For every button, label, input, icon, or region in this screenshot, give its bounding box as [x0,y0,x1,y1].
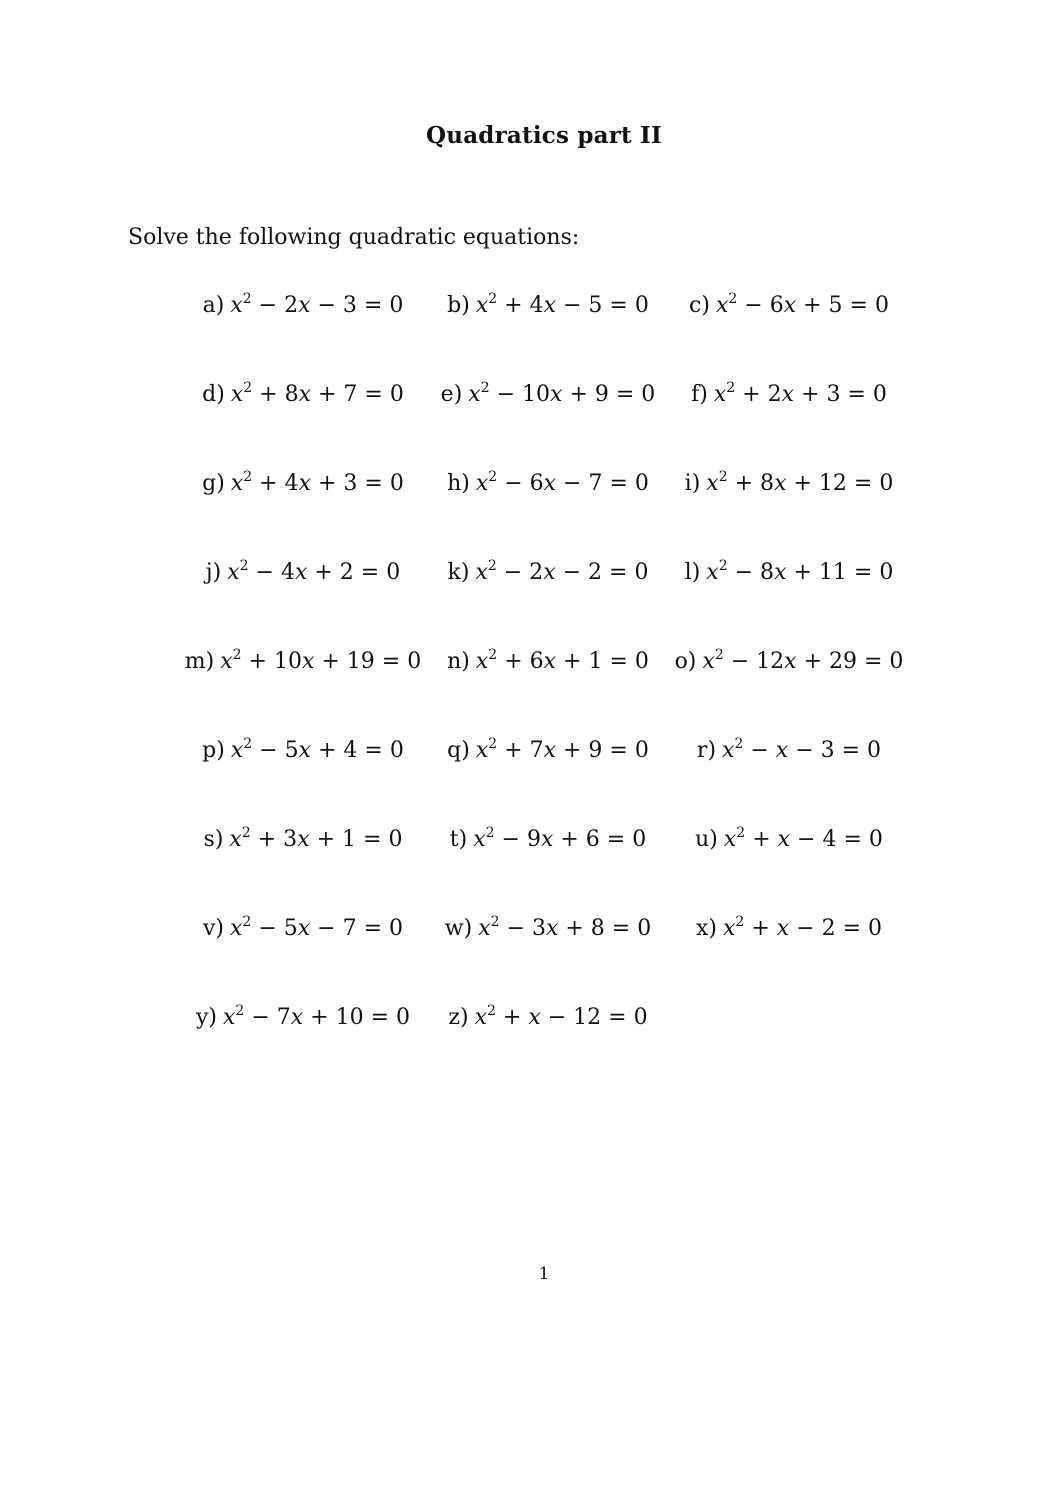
equation-label: w) [444,916,473,941]
linear-coefficient: − 2 [496,560,544,585]
equation-item [178,998,428,1038]
equation-expression [706,560,893,585]
exponent: 2 [490,914,500,930]
variable-x: x [543,560,556,585]
equation-label: r) [696,738,717,763]
equation-row [0,731,1058,771]
constant-and-rhs: − 3 = 0 [310,293,404,318]
linear-coefficient: − 10 [489,382,551,407]
equation-expression [476,738,649,763]
variable-x: x [722,738,735,763]
variable-x: x [230,738,244,763]
equation-label: x) [695,916,717,941]
linear-coefficient: + 10 [241,649,302,674]
equation-expression [723,916,882,941]
linear-coefficient: − 12 [723,649,785,674]
equation-row [0,642,1058,682]
equation-label: c) [689,293,710,318]
equation-item [664,909,914,949]
variable-x: x [775,738,789,763]
linear-coefficient: − 5 [252,738,299,763]
equation-item [423,998,673,1038]
variable-x: x [227,560,240,585]
exponent: 2 [480,380,490,396]
variable-x: x [475,649,489,674]
equation-item [664,553,914,593]
linear-coefficient: + [495,1005,529,1030]
equation-item [664,375,914,415]
page-title: Quadratics part II [426,122,662,149]
exponent: 2 [243,736,253,752]
equation-expression [473,827,646,852]
equation-label: m) [184,649,215,674]
exponent: 2 [243,380,253,396]
variable-x: x [783,293,797,318]
variable-x: x [543,471,557,496]
exponent: 2 [488,647,498,663]
constant-and-rhs: + 3 = 0 [794,382,887,407]
equation-item [423,820,673,860]
constant-and-rhs: − 7 = 0 [310,916,404,941]
instruction-text: Solve the following quadratic equations: [128,225,580,250]
variable-x: x [298,471,311,496]
constant-and-rhs: + 11 = 0 [786,560,894,585]
linear-coefficient: − 6 [497,471,544,496]
linear-coefficient: − 4 [248,560,295,585]
equation-row [0,464,1058,504]
variable-x: x [545,916,559,941]
equation-row [0,553,1058,593]
equation-item [423,286,673,326]
exponent: 2 [714,647,724,663]
exponent: 2 [734,736,744,752]
exponent: 2 [232,647,242,663]
constant-and-rhs: − 7 = 0 [556,471,649,496]
constant-and-rhs: + 19 = 0 [314,649,422,674]
variable-x: x [475,738,489,763]
equation-label: n) [447,649,470,674]
variable-x: x [543,293,556,318]
equation-expression [231,471,404,496]
exponent: 2 [488,736,498,752]
equation-label: f) [691,382,708,407]
equation-label: a) [202,293,225,318]
equation-label: v) [202,916,224,941]
equation-expression [706,471,893,496]
variable-x: x [297,916,311,941]
constant-and-rhs: + 7 = 0 [311,382,404,407]
exponent: 2 [736,825,746,841]
equation-label: e) [440,382,463,407]
variable-x: x [777,827,791,852]
linear-coefficient: − 9 [494,827,541,852]
equation-item [423,909,673,949]
variable-x: x [229,827,242,852]
linear-coefficient: + [744,916,777,941]
equation-expression [475,1005,648,1030]
variable-x: x [722,916,736,941]
equation-item [664,286,914,326]
equation-item [664,820,914,860]
variable-x: x [473,827,486,852]
variable-x: x [475,560,488,585]
equation-label: d) [202,382,225,407]
equation-label: p) [202,738,225,763]
equation-expression [475,560,648,585]
variable-x: x [297,827,310,852]
equation-expression [223,1005,410,1030]
linear-coefficient: + 6 [497,649,544,674]
variable-x: x [715,293,729,318]
exponent: 2 [487,558,497,574]
variable-x: x [230,293,243,318]
linear-coefficient: − 5 [251,916,298,941]
equation-expression [220,649,421,674]
variable-x: x [550,382,563,407]
equation-item [423,642,673,682]
constant-and-rhs: + 6 = 0 [553,827,647,852]
variable-x: x [543,738,556,763]
equation-label: g) [202,471,225,496]
exponent: 2 [241,825,251,841]
equation-expression [722,738,881,763]
equation-label: l) [684,560,701,585]
linear-coefficient: − 8 [727,560,775,585]
exponent: 2 [485,825,495,841]
equation-expression [476,293,649,318]
linear-coefficient: − 2 [251,293,299,318]
exponent: 2 [239,558,249,574]
equation-expression [702,649,903,674]
constant-and-rhs: + 9 = 0 [556,738,649,763]
linear-coefficient: − [743,738,776,763]
linear-coefficient: + 4 [497,293,544,318]
equation-expression [227,560,400,585]
constant-and-rhs: + 8 = 0 [558,916,652,941]
variable-x: x [475,471,489,496]
variable-x: x [784,649,797,674]
constant-and-rhs: + 10 = 0 [303,1005,411,1030]
exponent: 2 [726,380,736,396]
variable-x: x [475,293,489,318]
equation-label: b) [447,293,470,318]
variable-x: x [723,827,737,852]
variable-x: x [528,1005,541,1030]
equation-label: u) [695,827,718,852]
equation-item [178,375,428,415]
variable-x: x [781,382,795,407]
equation-expression [231,738,404,763]
equation-label: o) [674,649,697,674]
variable-x: x [290,1005,304,1030]
equation-expression [724,827,883,852]
constant-and-rhs: − 5 = 0 [556,293,649,318]
equation-item [664,731,914,771]
equation-label: z) [448,1005,469,1030]
constant-and-rhs: + 1 = 0 [556,649,649,674]
equation-label: y) [195,1005,217,1030]
linear-coefficient: + [745,827,778,852]
equation-item [423,553,673,593]
variable-x: x [706,471,719,496]
constant-and-rhs: + 5 = 0 [796,293,889,318]
variable-x: x [468,382,481,407]
variable-x: x [230,382,244,407]
exponent: 2 [718,469,728,485]
equation-row [0,909,1058,949]
constant-and-rhs: + 29 = 0 [796,649,904,674]
exponent: 2 [243,469,253,485]
constant-and-rhs: + 9 = 0 [562,382,656,407]
equation-item [178,286,428,326]
variable-x: x [474,1005,487,1030]
variable-x: x [229,916,243,941]
constant-and-rhs: + 3 = 0 [311,471,404,496]
equation-row [0,375,1058,415]
equation-expression [714,382,887,407]
exponent: 2 [242,914,252,930]
exponent: 2 [487,1003,496,1019]
variable-x: x [298,738,311,763]
equation-item [178,909,428,949]
variable-x: x [230,471,244,496]
equation-label: s) [203,827,224,852]
exponent: 2 [728,291,738,307]
constant-and-rhs: + 4 = 0 [311,738,404,763]
equation-item [664,464,914,504]
variable-x: x [298,293,311,318]
equation-item [178,553,428,593]
exponent: 2 [488,469,498,485]
variable-x: x [713,382,727,407]
equation-item [178,464,428,504]
constant-and-rhs: + 1 = 0 [309,827,403,852]
linear-coefficient: − 6 [737,293,784,318]
equation-label: i) [684,471,701,496]
exponent: 2 [235,1003,245,1019]
constant-and-rhs: − 2 = 0 [789,916,883,941]
equation-expression [468,382,655,407]
equation-expression [229,827,402,852]
linear-coefficient: + 8 [252,382,299,407]
equation-row [0,820,1058,860]
variable-x: x [540,827,554,852]
equation-expression [230,293,403,318]
equation-item [423,375,673,415]
equation-item [664,642,914,682]
variable-x: x [478,916,491,941]
equation-row [0,998,1058,1038]
equation-label: k) [447,560,470,585]
exponent: 2 [488,291,498,307]
equation-expression [478,916,651,941]
variable-x: x [301,649,315,674]
linear-coefficient: − 3 [499,916,546,941]
equation-label: q) [447,738,470,763]
equation-expression [476,649,649,674]
variable-x: x [702,649,715,674]
equation-label: h) [447,471,470,496]
linear-coefficient: + 7 [497,738,544,763]
equation-item [178,731,428,771]
linear-coefficient: + 8 [727,471,775,496]
variable-x: x [220,649,233,674]
equation-item [178,642,428,682]
variable-x: x [776,916,790,941]
page-number: 1 [538,1264,550,1284]
equation-item [423,731,673,771]
variable-x: x [298,382,311,407]
equation-row [0,286,1058,326]
equation-label: t) [449,827,468,852]
constant-and-rhs: − 4 = 0 [790,827,883,852]
exponent: 2 [718,558,728,574]
variable-x: x [706,560,719,585]
equation-item [178,820,428,860]
variable-x: x [294,560,308,585]
linear-coefficient: + 2 [735,382,782,407]
variable-x: x [774,471,787,496]
exponent: 2 [735,914,745,930]
linear-coefficient: + 3 [250,827,298,852]
constant-and-rhs: − 12 = 0 [540,1005,648,1030]
variable-x: x [543,649,557,674]
equation-expression [716,293,889,318]
equation-label: j) [205,560,222,585]
constant-and-rhs: + 2 = 0 [307,560,401,585]
variable-x: x [774,560,787,585]
equation-expression [231,382,404,407]
equation-expression [476,471,649,496]
constant-and-rhs: − 2 = 0 [555,560,649,585]
linear-coefficient: − 7 [244,1005,291,1030]
constant-and-rhs: − 3 = 0 [788,738,882,763]
constant-and-rhs: + 12 = 0 [786,471,894,496]
equation-expression [230,916,403,941]
variable-x: x [222,1005,236,1030]
equation-item [423,464,673,504]
linear-coefficient: + 4 [252,471,299,496]
exponent: 2 [242,291,252,307]
